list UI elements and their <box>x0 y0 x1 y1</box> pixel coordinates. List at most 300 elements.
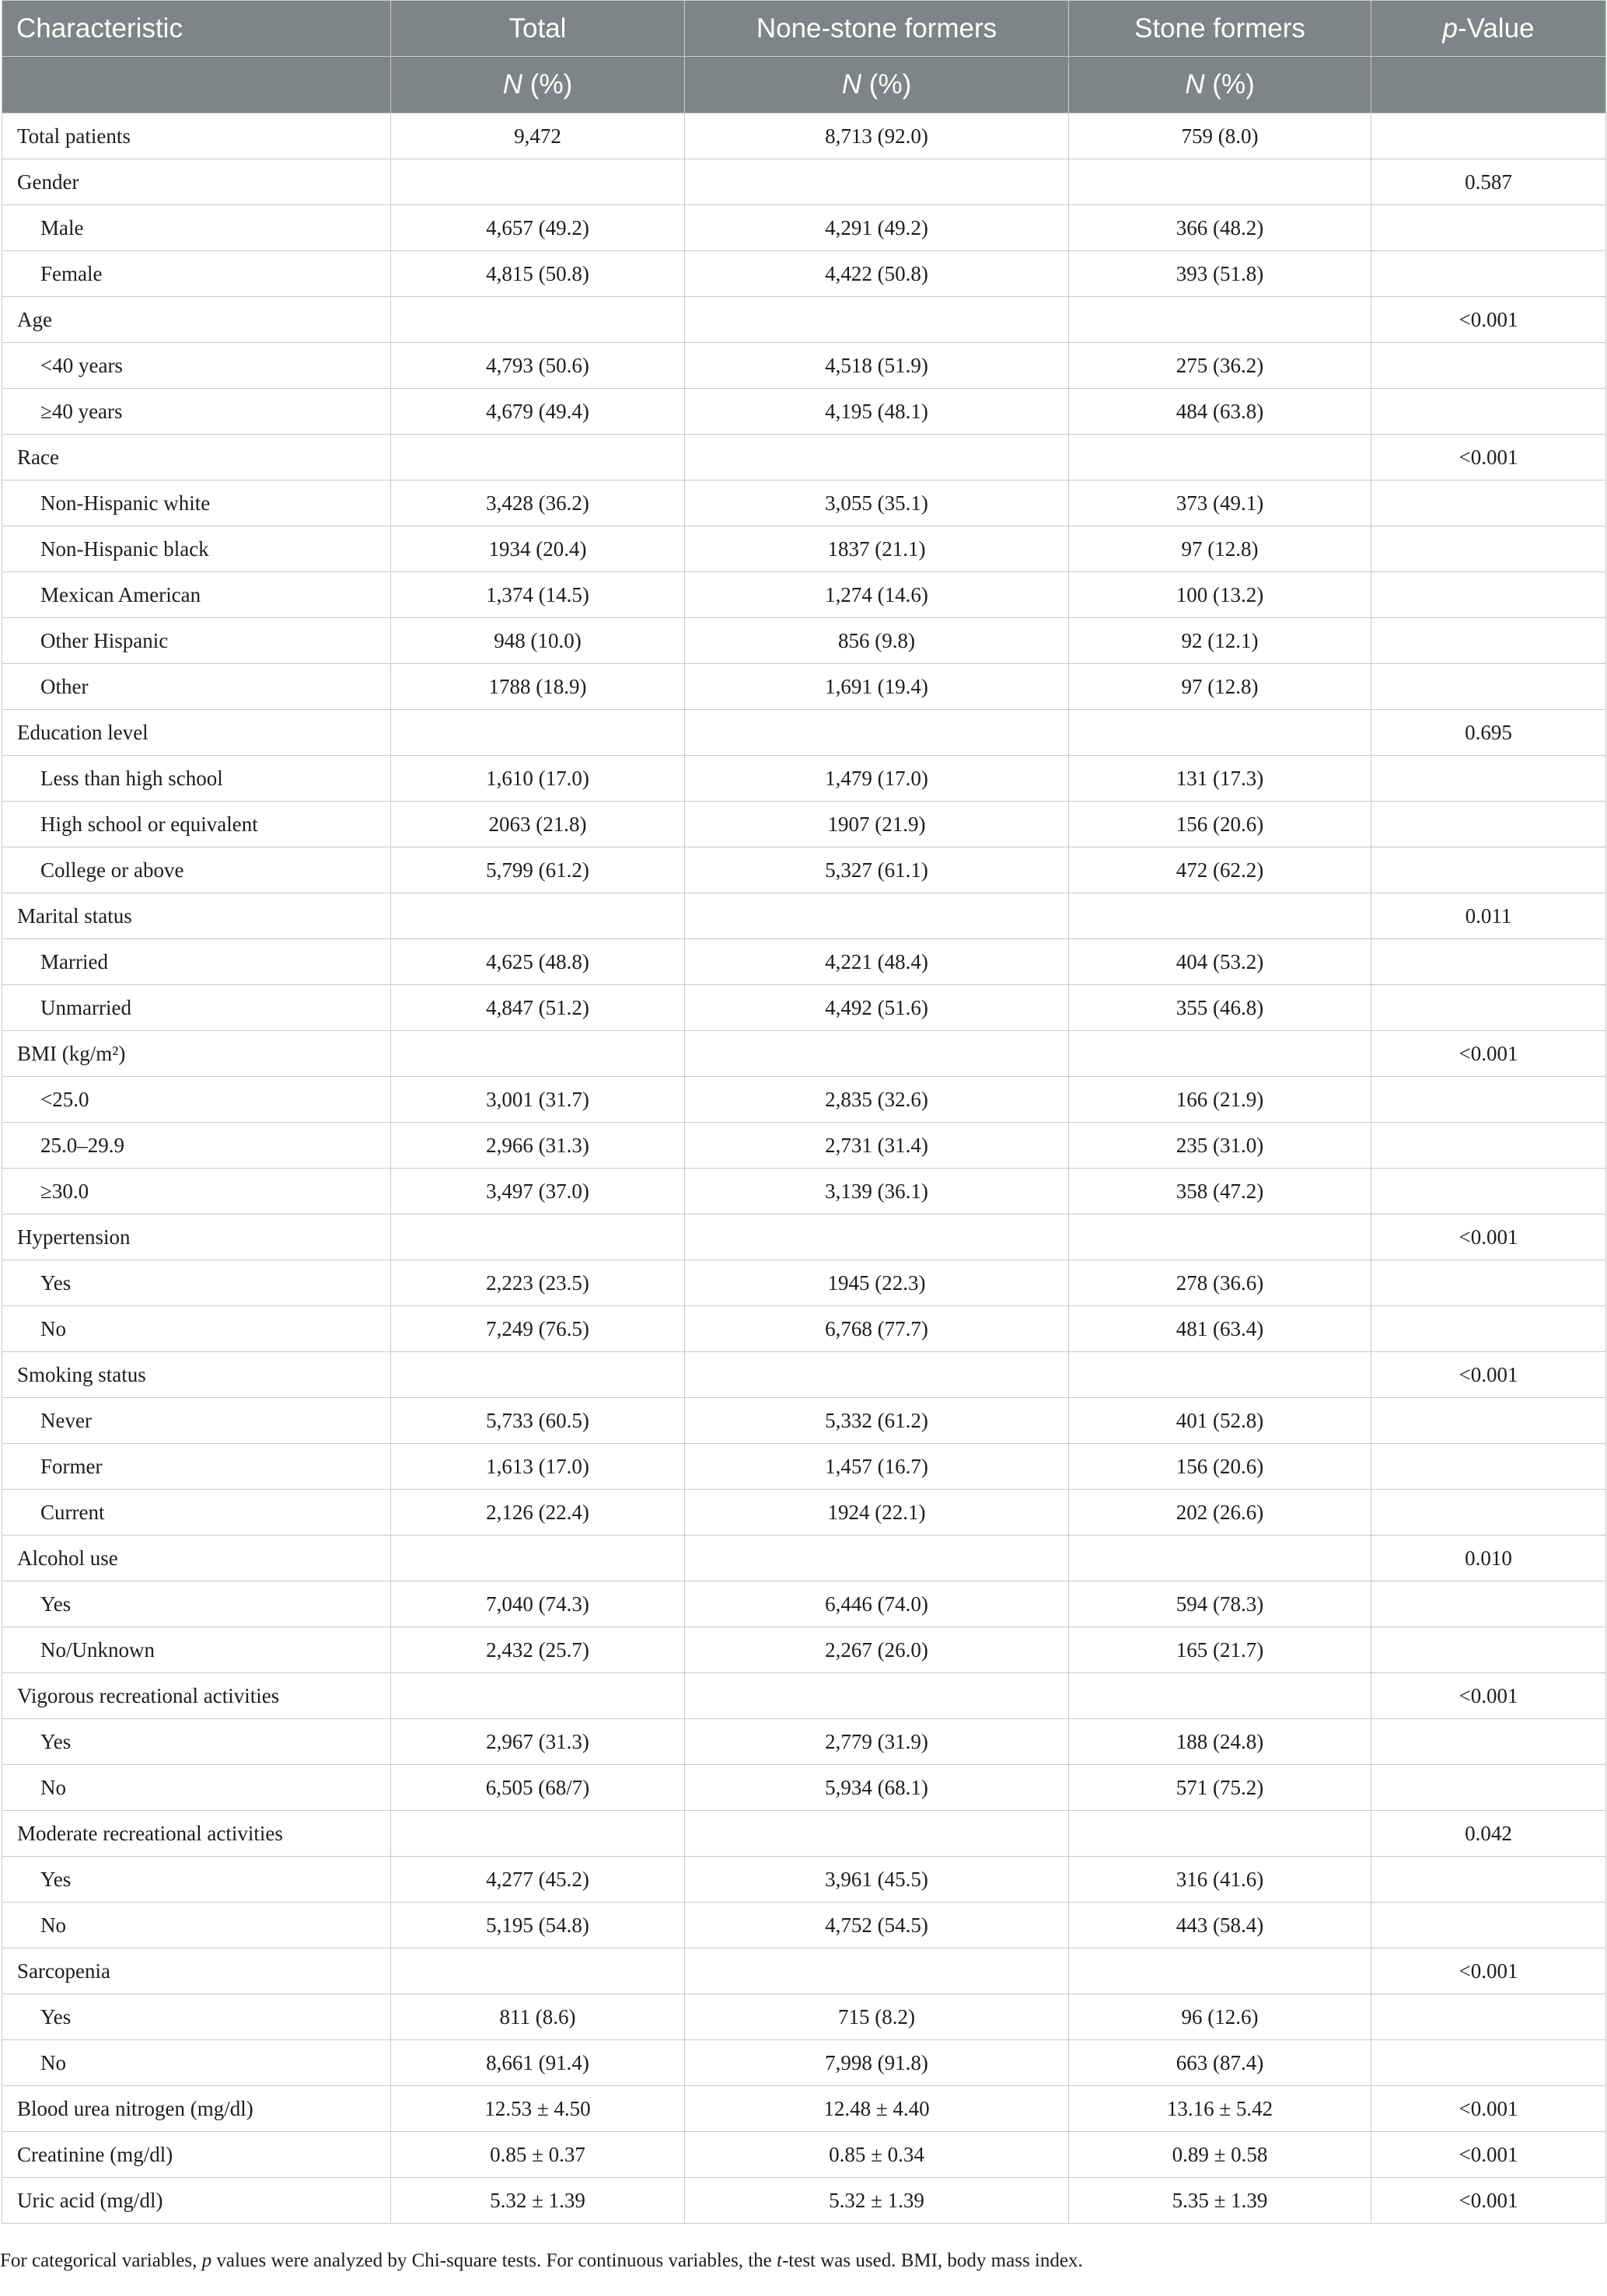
cell-none-stone: 1907 (21.9) <box>685 802 1069 847</box>
cell-stone <box>1069 435 1371 481</box>
header-sub-p-empty <box>1371 57 1606 114</box>
header-stone-formers: Stone formers <box>1069 1 1371 57</box>
cell-p-value <box>1371 1169 1606 1214</box>
table-body <box>2 114 1606 2224</box>
row-label: Yes <box>2 1581 391 1627</box>
cell-p-value <box>1371 1857 1606 1903</box>
cell-none-stone: 6,768 (77.7) <box>685 1306 1069 1352</box>
cell-none-stone: 4,752 (54.5) <box>685 1903 1069 1948</box>
row-label: Vigorous recreational activities <box>2 1673 391 1719</box>
cell-none-stone: 8,713 (92.0) <box>685 114 1069 159</box>
cell-none-stone: 4,518 (51.9) <box>685 343 1069 389</box>
cell-stone: 358 (47.2) <box>1069 1169 1371 1214</box>
row-label: Marital status <box>2 893 391 939</box>
cell-stone: 472 (62.2) <box>1069 847 1371 893</box>
row-label: Sarcopenia <box>2 1948 391 1994</box>
cell-total <box>391 1673 685 1719</box>
row-label: Hypertension <box>2 1214 391 1260</box>
row-label: No <box>2 2040 391 2086</box>
cell-total <box>391 1352 685 1398</box>
table-row <box>2 1123 1606 1169</box>
cell-p-value: <0.001 <box>1371 2132 1606 2178</box>
header-p-rest: -Value <box>1457 12 1535 44</box>
cell-p-value <box>1371 847 1606 893</box>
cell-stone: 481 (63.4) <box>1069 1306 1371 1352</box>
sub-n-italic: N <box>1185 69 1205 100</box>
cell-total: 5,195 (54.8) <box>391 1903 685 1948</box>
cell-total: 5,733 (60.5) <box>391 1398 685 1444</box>
cell-none-stone: 4,422 (50.8) <box>685 251 1069 297</box>
cell-stone: 571 (75.2) <box>1069 1765 1371 1811</box>
cell-total: 4,679 (49.4) <box>391 389 685 435</box>
header-sub-stone <box>1069 57 1371 114</box>
header-total: Total <box>391 1 685 57</box>
row-label: Gender <box>2 159 391 205</box>
cell-stone <box>1069 710 1371 756</box>
cell-total: 6,505 (68/7) <box>391 1765 685 1811</box>
cell-stone: 156 (20.6) <box>1069 1444 1371 1490</box>
cell-total: 1,374 (14.5) <box>391 572 685 618</box>
cell-none-stone <box>685 1536 1069 1581</box>
cell-total <box>391 1214 685 1260</box>
row-label: Other Hispanic <box>2 618 391 664</box>
cell-total: 5.32 ± 1.39 <box>391 2178 685 2224</box>
cell-p-value: <0.001 <box>1371 1214 1606 1260</box>
row-label: No <box>2 1765 391 1811</box>
cell-p-value <box>1371 2040 1606 2086</box>
row-label: Race <box>2 435 391 481</box>
header-p-value <box>1371 1 1606 57</box>
row-label: Yes <box>2 1260 391 1306</box>
table-row <box>2 664 1606 710</box>
cell-total: 5,799 (61.2) <box>391 847 685 893</box>
table-row <box>2 1536 1606 1581</box>
row-label: <40 years <box>2 343 391 389</box>
cell-total: 2,126 (22.4) <box>391 1490 685 1536</box>
cell-total: 1,613 (17.0) <box>391 1444 685 1490</box>
footnote-part2: values were analyzed by Chi-square tests. For continuous variables, the <box>211 2250 777 2271</box>
row-label: Education level <box>2 710 391 756</box>
cell-total: 3,497 (37.0) <box>391 1169 685 1214</box>
cell-none-stone: 4,221 (48.4) <box>685 939 1069 985</box>
cell-p-value <box>1371 481 1606 526</box>
cell-p-value: <0.001 <box>1371 1352 1606 1398</box>
table-row <box>2 939 1606 985</box>
cell-stone <box>1069 159 1371 205</box>
table-row <box>2 297 1606 343</box>
table-row <box>2 481 1606 526</box>
cell-stone: 316 (41.6) <box>1069 1857 1371 1903</box>
cell-p-value <box>1371 572 1606 618</box>
cell-none-stone <box>685 1031 1069 1077</box>
cell-none-stone <box>685 435 1069 481</box>
cell-none-stone: 5,327 (61.1) <box>685 847 1069 893</box>
cell-stone <box>1069 1214 1371 1260</box>
cell-stone: 663 (87.4) <box>1069 2040 1371 2086</box>
cell-stone: 401 (52.8) <box>1069 1398 1371 1444</box>
row-label: Never <box>2 1398 391 1444</box>
cell-stone: 404 (53.2) <box>1069 939 1371 985</box>
cell-total <box>391 710 685 756</box>
table-row <box>2 1490 1606 1536</box>
cell-total <box>391 1811 685 1857</box>
cell-p-value <box>1371 1123 1606 1169</box>
header-sub-empty <box>2 57 391 114</box>
row-label: Yes <box>2 1857 391 1903</box>
cell-stone: 97 (12.8) <box>1069 526 1371 572</box>
row-label: Creatinine (mg/dl) <box>2 2132 391 2178</box>
table-row <box>2 1169 1606 1214</box>
cell-p-value <box>1371 1398 1606 1444</box>
table-row <box>2 389 1606 435</box>
footnote-part3: -test was used. BMI, body mass index. <box>781 2250 1083 2271</box>
table-row <box>2 1948 1606 1994</box>
table-row <box>2 710 1606 756</box>
cell-total: 3,001 (31.7) <box>391 1077 685 1123</box>
table-row <box>2 618 1606 664</box>
row-label: Non-Hispanic white <box>2 481 391 526</box>
cell-none-stone: 2,835 (32.6) <box>685 1077 1069 1123</box>
header-none-stone-formers: None-stone formers <box>685 1 1069 57</box>
cell-stone: 92 (12.1) <box>1069 618 1371 664</box>
row-label: Total patients <box>2 114 391 159</box>
cell-stone <box>1069 297 1371 343</box>
cell-p-value <box>1371 1719 1606 1765</box>
row-label: Age <box>2 297 391 343</box>
cell-p-value <box>1371 664 1606 710</box>
cell-total: 4,657 (49.2) <box>391 205 685 251</box>
cell-total: 7,040 (74.3) <box>391 1581 685 1627</box>
cell-p-value: <0.001 <box>1371 2178 1606 2224</box>
table-row <box>2 205 1606 251</box>
cell-none-stone: 7,998 (91.8) <box>685 2040 1069 2086</box>
cell-p-value <box>1371 802 1606 847</box>
cell-p-value: <0.001 <box>1371 1948 1606 1994</box>
row-label: Male <box>2 205 391 251</box>
header-sub-none <box>685 57 1069 114</box>
cell-none-stone: 1837 (21.1) <box>685 526 1069 572</box>
table-row <box>2 1994 1606 2040</box>
cell-none-stone <box>685 159 1069 205</box>
cell-none-stone: 5,332 (61.2) <box>685 1398 1069 1444</box>
cell-none-stone: 12.48 ± 4.40 <box>685 2086 1069 2132</box>
cell-total <box>391 297 685 343</box>
cell-p-value <box>1371 1627 1606 1673</box>
header-sub-total <box>391 57 685 114</box>
sub-n-italic: N <box>841 69 862 100</box>
table-row <box>2 1352 1606 1398</box>
cell-stone <box>1069 1811 1371 1857</box>
row-label: Unmarried <box>2 985 391 1031</box>
cell-p-value <box>1371 1994 1606 2040</box>
table-row <box>2 985 1606 1031</box>
table-row <box>2 1765 1606 1811</box>
header-characteristic: Characteristic <box>2 1 391 57</box>
table-row <box>2 802 1606 847</box>
cell-stone <box>1069 1352 1371 1398</box>
cell-stone: 97 (12.8) <box>1069 664 1371 710</box>
cell-total: 2,966 (31.3) <box>391 1123 685 1169</box>
cell-total: 2063 (21.8) <box>391 802 685 847</box>
row-label: ≥30.0 <box>2 1169 391 1214</box>
table-row <box>2 1719 1606 1765</box>
cell-stone: 166 (21.9) <box>1069 1077 1371 1123</box>
cell-total: 948 (10.0) <box>391 618 685 664</box>
cell-p-value <box>1371 343 1606 389</box>
row-label: <25.0 <box>2 1077 391 1123</box>
table-row <box>2 1627 1606 1673</box>
cell-p-value <box>1371 389 1606 435</box>
cell-stone <box>1069 1673 1371 1719</box>
cell-stone: 594 (78.3) <box>1069 1581 1371 1627</box>
cell-total: 4,625 (48.8) <box>391 939 685 985</box>
cell-stone: 202 (26.6) <box>1069 1490 1371 1536</box>
cell-total: 9,472 <box>391 114 685 159</box>
table-row <box>2 1903 1606 1948</box>
cell-stone: 156 (20.6) <box>1069 802 1371 847</box>
cell-none-stone: 4,492 (51.6) <box>685 985 1069 1031</box>
cell-p-value <box>1371 205 1606 251</box>
row-label: Alcohol use <box>2 1536 391 1581</box>
table-row <box>2 1673 1606 1719</box>
footnote-p-italic: p <box>201 2250 212 2271</box>
cell-none-stone: 1924 (22.1) <box>685 1490 1069 1536</box>
header-row <box>2 1 1606 57</box>
cell-p-value: 0.587 <box>1371 159 1606 205</box>
table-row <box>2 251 1606 297</box>
cell-total <box>391 1536 685 1581</box>
table-row <box>2 893 1606 939</box>
cell-total: 2,967 (31.3) <box>391 1719 685 1765</box>
table-row <box>2 159 1606 205</box>
cell-none-stone <box>685 1948 1069 1994</box>
cell-total: 7,249 (76.5) <box>391 1306 685 1352</box>
cell-none-stone: 2,267 (26.0) <box>685 1627 1069 1673</box>
sub-pct: (%) <box>1204 69 1255 100</box>
cell-p-value <box>1371 1903 1606 1948</box>
cell-p-value <box>1371 985 1606 1031</box>
cell-p-value <box>1371 939 1606 985</box>
cell-none-stone: 4,195 (48.1) <box>685 389 1069 435</box>
cell-p-value <box>1371 526 1606 572</box>
table-row <box>2 572 1606 618</box>
cell-stone: 355 (46.8) <box>1069 985 1371 1031</box>
row-label: Blood urea nitrogen (mg/dl) <box>2 2086 391 2132</box>
row-label: Non-Hispanic black <box>2 526 391 572</box>
table-row <box>2 1857 1606 1903</box>
cell-p-value <box>1371 114 1606 159</box>
cell-none-stone: 1,274 (14.6) <box>685 572 1069 618</box>
table-row <box>2 343 1606 389</box>
cell-p-value <box>1371 1306 1606 1352</box>
cell-p-value: 0.042 <box>1371 1811 1606 1857</box>
row-label: 25.0–29.9 <box>2 1123 391 1169</box>
cell-total: 1934 (20.4) <box>391 526 685 572</box>
cell-none-stone <box>685 893 1069 939</box>
table-row <box>2 1398 1606 1444</box>
row-label: Former <box>2 1444 391 1490</box>
cell-none-stone: 5.32 ± 1.39 <box>685 2178 1069 2224</box>
cell-total: 4,277 (45.2) <box>391 1857 685 1903</box>
cell-none-stone <box>685 1214 1069 1260</box>
row-label: College or above <box>2 847 391 893</box>
cell-p-value <box>1371 1490 1606 1536</box>
cell-total: 12.53 ± 4.50 <box>391 2086 685 2132</box>
table-row <box>2 2040 1606 2086</box>
cell-p-value <box>1371 618 1606 664</box>
cell-p-value <box>1371 1444 1606 1490</box>
table-row <box>2 1306 1606 1352</box>
cell-total: 8,661 (91.4) <box>391 2040 685 2086</box>
table-row <box>2 1077 1606 1123</box>
table-row <box>2 114 1606 159</box>
cell-total: 1,610 (17.0) <box>391 756 685 802</box>
footnote-t-italic: t <box>777 2250 782 2271</box>
table-row <box>2 2086 1606 2132</box>
cell-stone: 366 (48.2) <box>1069 205 1371 251</box>
row-label: Uric acid (mg/dl) <box>2 2178 391 2224</box>
cell-none-stone: 3,139 (36.1) <box>685 1169 1069 1214</box>
row-label: Yes <box>2 1719 391 1765</box>
cell-p-value: 0.010 <box>1371 1536 1606 1581</box>
cell-total: 2,223 (23.5) <box>391 1260 685 1306</box>
cell-total: 4,793 (50.6) <box>391 343 685 389</box>
cell-stone: 131 (17.3) <box>1069 756 1371 802</box>
row-label: ≥40 years <box>2 389 391 435</box>
cell-none-stone: 3,055 (35.1) <box>685 481 1069 526</box>
row-label: Smoking status <box>2 1352 391 1398</box>
table-footnote <box>0 2250 1083 2272</box>
cell-p-value <box>1371 1077 1606 1123</box>
cell-stone: 278 (36.6) <box>1069 1260 1371 1306</box>
table-row <box>2 1260 1606 1306</box>
cell-none-stone <box>685 1811 1069 1857</box>
cell-none-stone <box>685 297 1069 343</box>
cell-none-stone: 1945 (22.3) <box>685 1260 1069 1306</box>
cell-none-stone: 5,934 (68.1) <box>685 1765 1069 1811</box>
header-subrow <box>2 57 1606 114</box>
cell-none-stone: 856 (9.8) <box>685 618 1069 664</box>
cell-stone: 759 (8.0) <box>1069 114 1371 159</box>
cell-p-value: <0.001 <box>1371 435 1606 481</box>
cell-stone: 484 (63.8) <box>1069 389 1371 435</box>
cell-stone <box>1069 893 1371 939</box>
header-p-italic: p <box>1442 12 1458 44</box>
cell-stone <box>1069 1031 1371 1077</box>
footnote-part1: For categorical variables, <box>0 2250 202 2271</box>
cell-none-stone <box>685 1352 1069 1398</box>
characteristics-table <box>2 0 1606 2224</box>
cell-p-value: <0.001 <box>1371 1673 1606 1719</box>
cell-p-value <box>1371 756 1606 802</box>
cell-total: 2,432 (25.7) <box>391 1627 685 1673</box>
cell-total: 4,815 (50.8) <box>391 251 685 297</box>
cell-p-value <box>1371 251 1606 297</box>
cell-none-stone: 4,291 (49.2) <box>685 205 1069 251</box>
cell-stone <box>1069 1536 1371 1581</box>
cell-stone: 5.35 ± 1.39 <box>1069 2178 1371 2224</box>
table-row <box>2 1581 1606 1627</box>
cell-p-value <box>1371 1260 1606 1306</box>
cell-none-stone: 715 (8.2) <box>685 1994 1069 2040</box>
cell-p-value: <0.001 <box>1371 1031 1606 1077</box>
cell-stone: 235 (31.0) <box>1069 1123 1371 1169</box>
table-header <box>2 1 1606 114</box>
row-label: Current <box>2 1490 391 1536</box>
row-label: Less than high school <box>2 756 391 802</box>
cell-none-stone <box>685 1673 1069 1719</box>
row-label: BMI (kg/m²) <box>2 1031 391 1077</box>
cell-total: 4,847 (51.2) <box>391 985 685 1031</box>
row-label: Married <box>2 939 391 985</box>
row-label: No <box>2 1306 391 1352</box>
cell-stone: 188 (24.8) <box>1069 1719 1371 1765</box>
row-label: No/Unknown <box>2 1627 391 1673</box>
row-label: Female <box>2 251 391 297</box>
row-label: Mexican American <box>2 572 391 618</box>
cell-p-value: 0.011 <box>1371 893 1606 939</box>
cell-none-stone: 3,961 (45.5) <box>685 1857 1069 1903</box>
cell-total <box>391 893 685 939</box>
cell-none-stone: 1,457 (16.7) <box>685 1444 1069 1490</box>
cell-total <box>391 1948 685 1994</box>
row-label: High school or equivalent <box>2 802 391 847</box>
cell-stone: 443 (58.4) <box>1069 1903 1371 1948</box>
row-label: No <box>2 1903 391 1948</box>
table-row <box>2 1444 1606 1490</box>
table-row <box>2 756 1606 802</box>
cell-p-value: <0.001 <box>1371 297 1606 343</box>
cell-none-stone: 0.85 ± 0.34 <box>685 2132 1069 2178</box>
table-row <box>2 847 1606 893</box>
cell-none-stone <box>685 710 1069 756</box>
sub-pct: (%) <box>522 69 573 100</box>
cell-stone: 373 (49.1) <box>1069 481 1371 526</box>
cell-stone: 0.89 ± 0.58 <box>1069 2132 1371 2178</box>
table-row <box>2 1811 1606 1857</box>
cell-none-stone: 2,731 (31.4) <box>685 1123 1069 1169</box>
cell-none-stone: 1,479 (17.0) <box>685 756 1069 802</box>
row-label: Moderate recreational activities <box>2 1811 391 1857</box>
cell-stone: 165 (21.7) <box>1069 1627 1371 1673</box>
cell-p-value <box>1371 1581 1606 1627</box>
table-row <box>2 1031 1606 1077</box>
table-row <box>2 526 1606 572</box>
cell-total <box>391 159 685 205</box>
cell-total: 811 (8.6) <box>391 1994 685 2040</box>
cell-stone: 100 (13.2) <box>1069 572 1371 618</box>
sub-n-italic: N <box>502 69 523 100</box>
cell-stone: 13.16 ± 5.42 <box>1069 2086 1371 2132</box>
cell-p-value <box>1371 1765 1606 1811</box>
cell-total <box>391 1031 685 1077</box>
cell-p-value: 0.695 <box>1371 710 1606 756</box>
table-row <box>2 1214 1606 1260</box>
sub-pct: (%) <box>861 69 912 100</box>
row-label: Yes <box>2 1994 391 2040</box>
cell-none-stone: 2,779 (31.9) <box>685 1719 1069 1765</box>
cell-total: 1788 (18.9) <box>391 664 685 710</box>
table-row <box>2 2178 1606 2224</box>
cell-stone: 393 (51.8) <box>1069 251 1371 297</box>
cell-total <box>391 435 685 481</box>
table-row <box>2 435 1606 481</box>
cell-stone: 96 (12.6) <box>1069 1994 1371 2040</box>
cell-p-value: <0.001 <box>1371 2086 1606 2132</box>
cell-stone: 275 (36.2) <box>1069 343 1371 389</box>
cell-total: 0.85 ± 0.37 <box>391 2132 685 2178</box>
cell-total: 3,428 (36.2) <box>391 481 685 526</box>
